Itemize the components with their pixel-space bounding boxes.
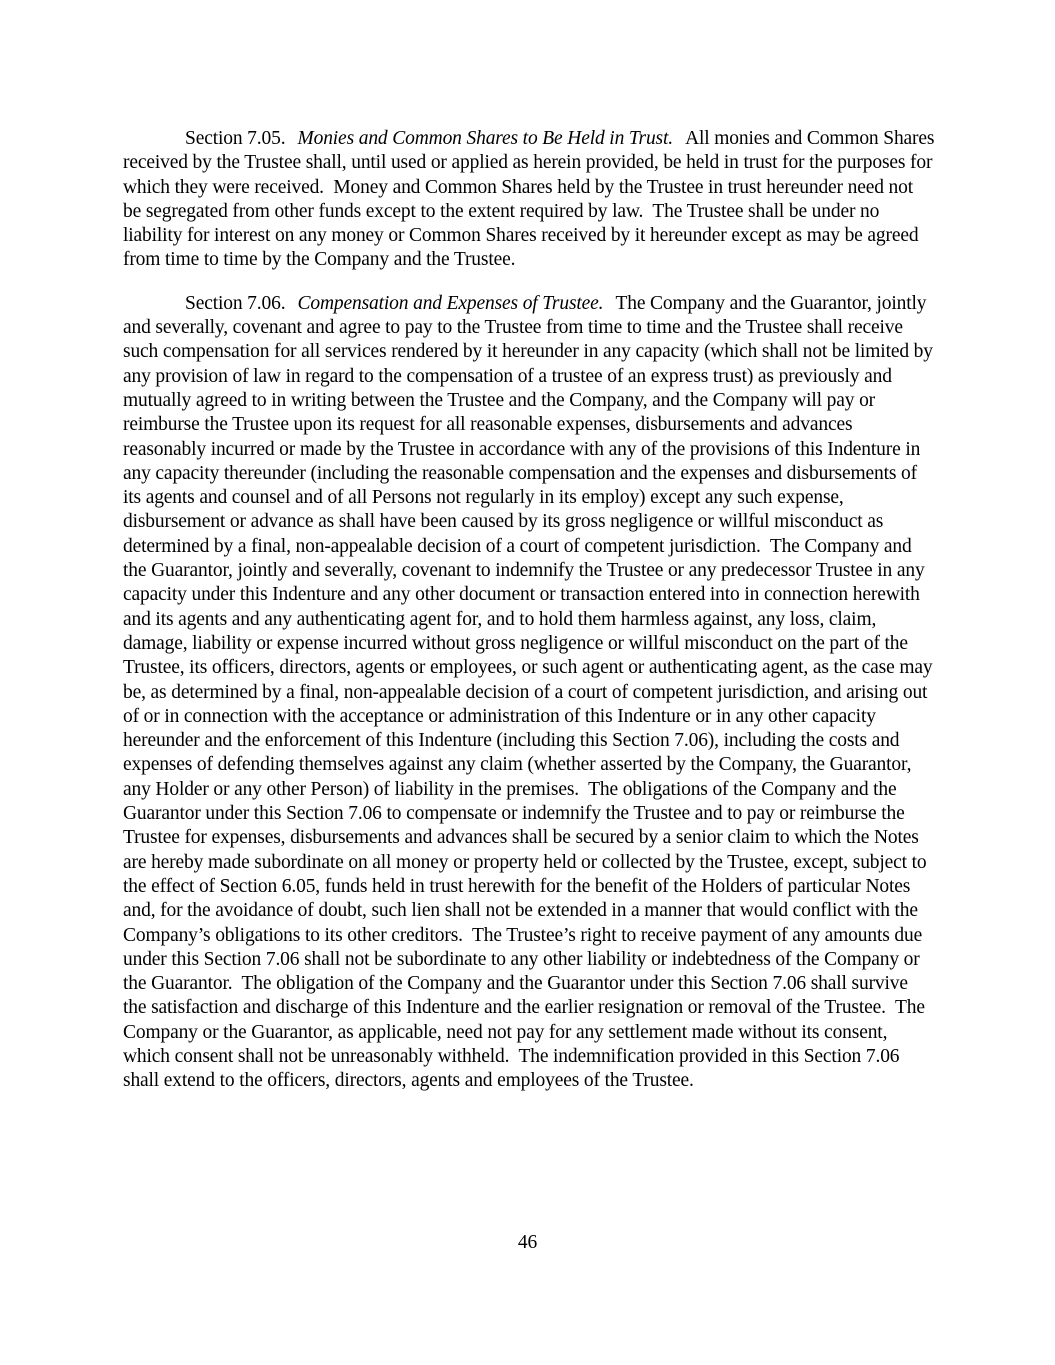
section-7-05-title: Monies and Common Shares to Be Held in Trust. — [297, 128, 673, 149]
section-7-06-title: Compensation and Expenses of Trustee. — [297, 292, 604, 314]
section-7-06-label: Section 7.06. — [185, 292, 286, 314]
document-body — [123, 127, 940, 1113]
section-7-05-paragraph — [123, 127, 940, 273]
page-number: 46 — [517, 1232, 538, 1253]
section-7-06-body: The Company and the Guarantor, jointly and severally, covenant and agree to pay to the Trustee from time to time and the Trustee shall receive such compensation for all services rendered by it hereunder in any capacity (which shall not be limited by any provision of law in regard to the compensation of a trustee of an express trust) as previously and mutually agreed to in writing between the Trustee and the Company, and the Company will pay or reimburse the Trustee upon its request for all reasonable expenses, disbursements and advances reasonably incurred or made by the Trustee in accordance with any of the provisions of this Indenture in any capacity thereunder (including the reasonable compensation and the expenses and disbursements of its agents and counsel and of all Persons not regularly in its employ) except any such expense, disbursement or advance as shall have been caused by its gross negligence or willful misconduct as determined by a final, non-appealable decision of a court of competent jurisdiction. The Company and the Guarantor, jointly and severally, covenant to indemnify the Trustee or any predecessor Trustee in any capacity under this Indenture and any other document or transaction entered into in connection herewith and its agents and any authenticating agent for, and to hold them harmless against, any loss, claim, damage, liability or expense incurred without gross negligence or willful misconduct on the part of the Trustee, its officers, directors, agents or employees, or such agent or authenticating agent, as the case may be, as determined by a final, non-appealable decision of a court of competent jurisdiction, and arising out of or in connection with the acceptance or administration of this Indenture or in any other capacity hereunder and the enforcement of this Indenture (including this Section 7.06), including the costs and expenses of defending themselves against any claim (whether asserted by the Company, the Guarantor, any Holder or any other Person) of liability in the premises. The obligations of the Company and the Guarantor under this Section 7.06 to compensate or indemnify the Trustee and to pay or reimburse the Trustee for expenses, disbursements and advances shall be secured by a senior claim to which the Notes are hereby made subordinate on all money or property held or collected by the Trustee, except, subject to the effect of Section 6.05, funds held in trust herewith for the benefit of the Holders of particular Notes and, for the avoidance of doubt, such lien shall not be extended in a manner that would conflict with the Company’s obligations to its other creditors. The Trustee’s right to receive payment of any amounts due under this Section 7.06 shall not be subordinate to any other liability or indebtedness of the Company or the Guarantor. The obligation of the Company and the Guarantor under this Section 7.06 shall survive the satisfaction and discharge of this Indenture and the earlier resignation or removal of the Trustee. The Company or the Guarantor, as applicable, need not pay for any settlement made without its consent, which consent shall not be unreasonably withheld. The indemnification provided in this Section 7.06 shall extend to the officers, directors, agents and employees of the Trustee. — [123, 292, 938, 1092]
section-7-06-paragraph — [123, 292, 938, 1094]
section-7-05-label: Section 7.05. — [185, 128, 286, 149]
section-7-05-body: All monies and Common Shares received by the Trustee shall, until used or applied as herein provided, be held in trust for the purposes for which they were received. Money and Common Shares held by the Trustee in trust hereunder need not be segregated from other funds except to the extent required by law. The Trustee shall be under no liability for interest on any money or Common Shares received by it hereunder except as may be agreed from time to time by the Company and the Trustee. — [123, 128, 940, 271]
